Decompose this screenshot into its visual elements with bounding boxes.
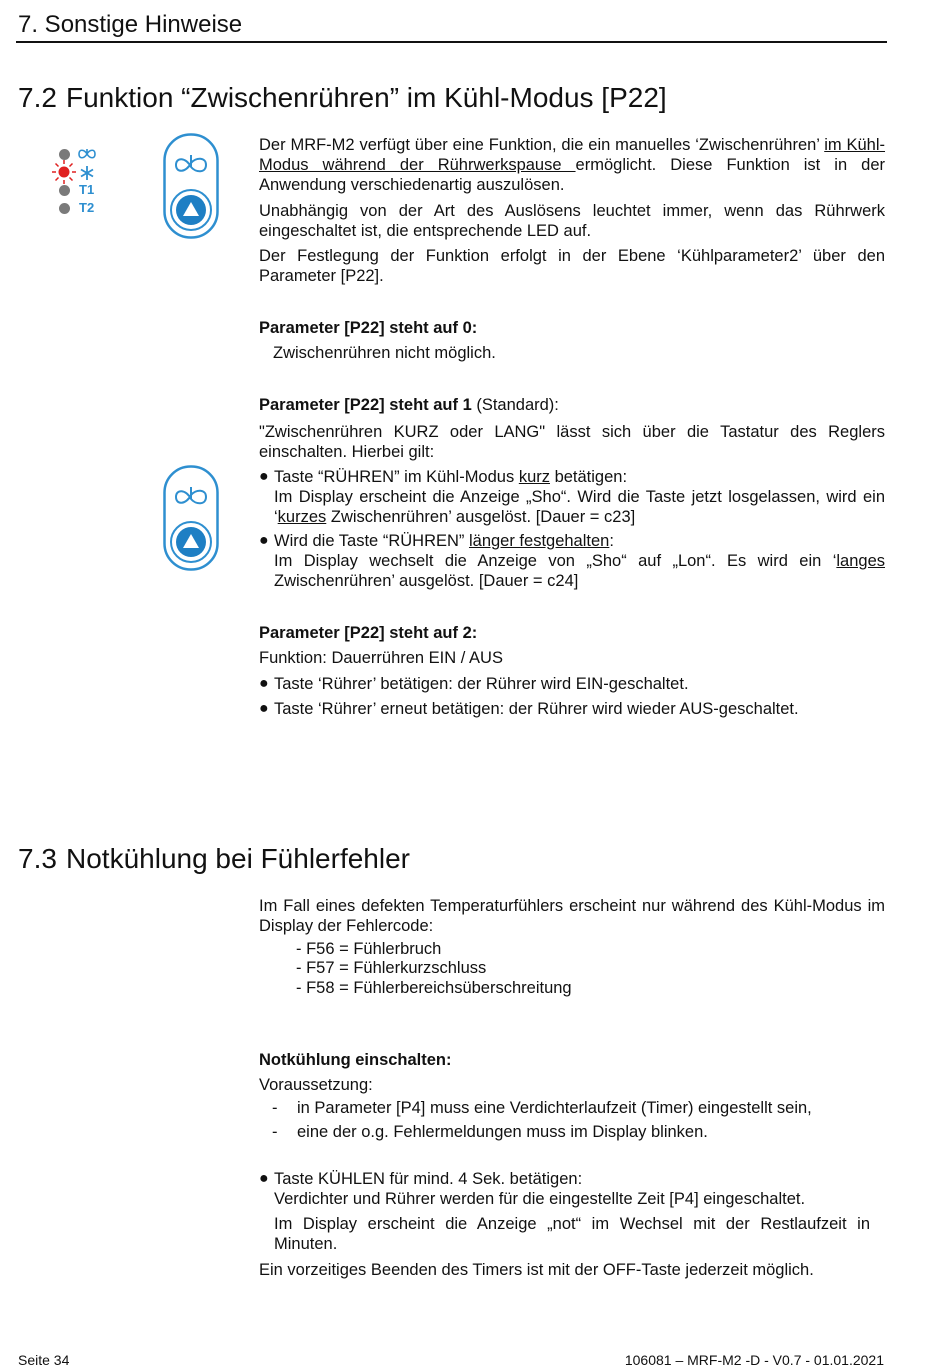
section-title: Funktion “Zwischenrühren” im Kühl-Modus [P22] [66,82,667,113]
paragraph: Ein vorzeitiges Beenden des Timers ist mit der OFF-Taste jederzeit möglich. [259,1261,814,1279]
footer-doc-info: 106081 – MRF-M2 -D - V0.7 - 01.01.2021 [624,1352,884,1368]
section-7-2-heading [18,82,667,114]
led [59,203,70,214]
stirrer-icon [78,148,96,160]
param1-text: "Zwischenrühren KURZ oder LANG" lässt sich über die Tastatur des Reglers einschalten. Hierbei gilt: [259,423,885,461]
footer-page-number: Seite 34 [18,1352,70,1368]
stirrer-key-illustration [163,465,219,571]
dash-item: - eine der o.g. Fehlermeldungen muss im Display blinken. [272,1123,708,1141]
bullet-item: ● Taste ‘Rührer’ betätigen: der Rührer wird EIN-geschaltet. [259,675,689,693]
dash-item: - in Parameter [P4] muss eine Verdichterlaufzeit (Timer) eingestellt sein, [272,1099,812,1117]
bullet-item: ● Taste KÜHLEN für mind. 4 Sek. betätigen: Verdichter und Rührer werden für die eingestellte Zeit [P4] eingeschaltet. [259,1170,806,1208]
precondition-label: Voraussetzung: [259,1076,373,1094]
section-number: 7.3 [18,843,57,874]
param0-text: Zwischenrühren nicht möglich. [273,344,496,362]
section-title: Notkühlung bei Fühlerfehler [66,843,410,874]
bullet-item: ● Taste “RÜHREN” im Kühl-Modus kurz betätigen: Im Display erscheint die Anzeige „Sho“. Wird die Taste jetzt losgelassen, wird ein ‘kurzes Zwischenrühren’ ausgelöst. [Dauer = c23] [259,468,885,526]
led-label-t2: T2 [79,200,95,215]
error-code: - F56 = Fühlerbruch [296,940,442,958]
paragraph: Der MRF-M2 verfügt über eine Funktion, die ein manuelles ‘Zwischenrühren’ im Kühl-Modus während der Rührwerkspause ermöglicht. Diese Funktion ist in der Anwendung verschiedenartig auszulösen. [259,136,886,194]
error-code: - F58 = Fühlerbereichsüberschreitung [296,979,572,997]
chapter-title: 7. Sonstige Hinweise [18,11,243,38]
paragraph: Unabhängig von der Art des Auslösens leuchtet immer, wenn das Rührwerk eingeschaltet ist, die entsprechende LED auf. [259,202,885,240]
section-number: 7.2 [18,82,57,113]
bullet-item: ● Taste ‘Rührer’ erneut betätigen: der Rührer wird wieder AUS-geschaltet. [259,700,799,718]
notkuehlung-heading: Notkühlung einschalten: [259,1051,452,1069]
snowflake-icon [79,165,95,181]
chapter-rule [16,41,887,43]
led [59,185,70,196]
param2-text: Funktion: Dauerrühren EIN / AUS [259,649,503,667]
led-label-t1: T1 [79,182,95,197]
paragraph: Der Festlegung der Funktion erfolgt in der Ebene ‘Kühlparameter2’ über den Parameter [P22]. [259,247,885,285]
param1-heading: Parameter [P22] steht auf 1 (Standard): [259,396,559,414]
error-code: - F57 = Fühlerkurzschluss [296,959,487,977]
bullet-item: ● Wird die Taste “RÜHREN” länger festgehalten: Im Display wechselt die Anzeige von „Sho“ auf „Lon“. Es wird ein ‘langes Zwischenrühren’ ausgelöst. [Dauer = c24] [259,532,885,590]
paragraph: Im Fall eines defekten Temperaturfühlers erscheint nur während des Kühl-Modus im Display der Fehlercode: [259,897,885,935]
stirrer-key-illustration [163,133,219,239]
param2-heading: Parameter [P22] steht auf 2: [259,624,478,642]
section-7-3-heading [18,843,410,875]
bullet-continuation: Im Display erscheint die Anzeige „not“ im Wechsel mit der Restlaufzeit in Minuten. [274,1215,870,1253]
active-led-icon [51,159,77,185]
param0-heading: Parameter [P22] steht auf 0: [259,319,478,337]
